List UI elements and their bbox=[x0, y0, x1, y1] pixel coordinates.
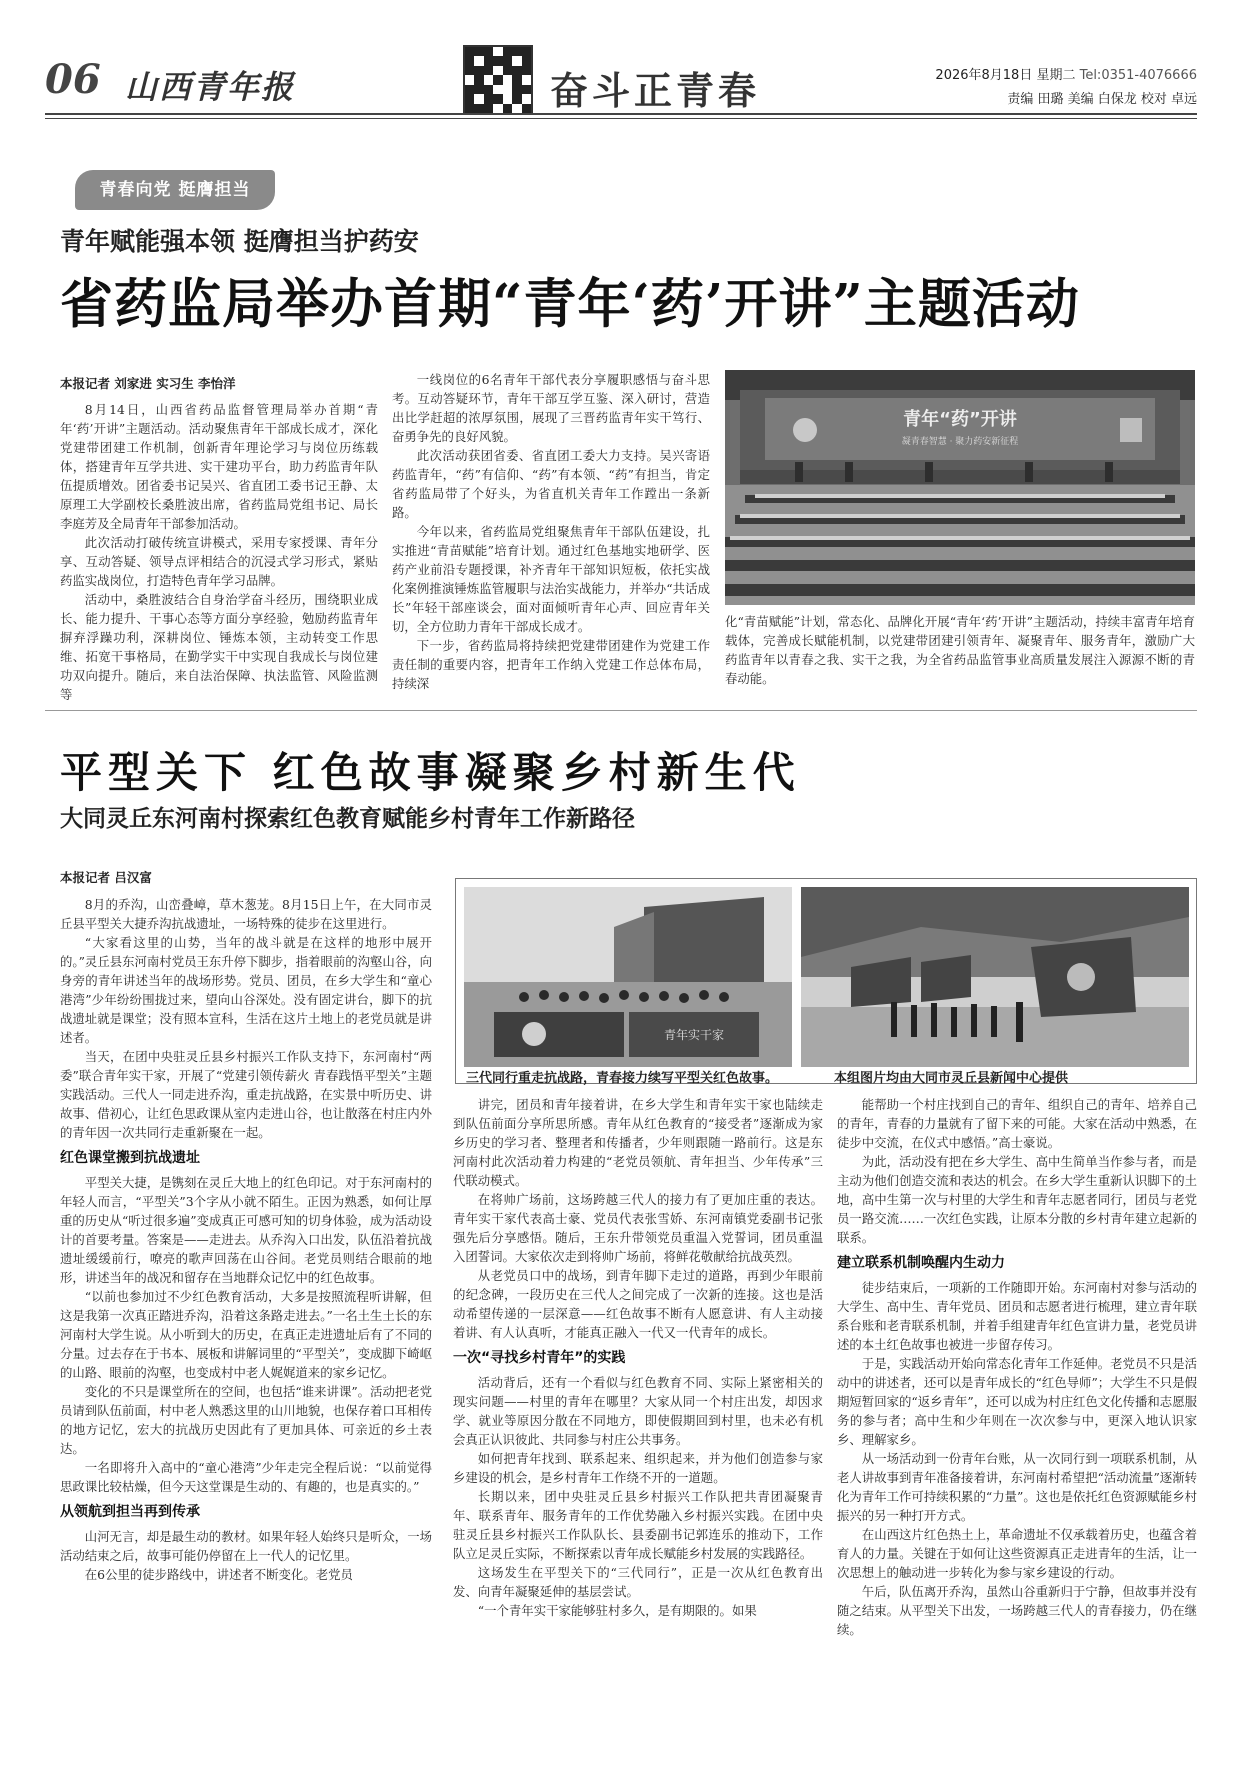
paragraph: 能帮助一个村庄找到自己的青年、组织自己的青年、培养自己的青年，青春的力量就有了留下来的可能。大家在活动中熟悉，在徒步中交流，在仪式中感悟。”高士豪说。 bbox=[837, 1097, 1197, 1150]
paragraph: 从老党员口中的战场，到青年脚下走过的道路，再到少年眼前的纪念碑，一段历史在三代人之间完成了一次新的连接。这也是活动希望传递的一层深意——红色故事不断有人愿意讲、有人主动接着讲、有人认真听，才能真正融入一代又一代青年的成长。 bbox=[453, 1268, 823, 1340]
story1-photo bbox=[725, 370, 1195, 605]
paragraph: 从一场活动到一份青年台账，从一次同行到一项联系机制，从老人讲故事到青年准备接着讲，东河南村希望把“活动流量”逐渐转化为青年工作可持续积累的“力量”。这也是依托红色资源赋能乡村振兴的另一种打开方式。 bbox=[837, 1451, 1197, 1523]
paragraph: 下一步，省药监局将持续把党建带团建作为党建工作责任制的重要内容，把青年工作纳入党建工作总体布局，持续深 bbox=[392, 638, 710, 691]
editors-line: 责编 田璐 美编 白保龙 校对 卓远 bbox=[1007, 92, 1197, 107]
section-heading: 建立联系机制唤醒内生动力 bbox=[837, 1255, 1005, 1271]
story1-headline: 省药监局举办首期“青年‘药’开讲”主题活动 bbox=[60, 273, 1080, 335]
story2-subtitle: 大同灵丘东河南村探索红色教育赋能乡村青年工作新路径 bbox=[60, 805, 635, 832]
paragraph: 这场发生在平型关下的“三代同行”，正是一次从红色教育出发、向青年凝聚延伸的基层尝试。 bbox=[453, 1565, 823, 1599]
column-badge: 青春向党 挺膺担当 bbox=[75, 170, 275, 210]
story2-byline: 本报记者 吕汉富 bbox=[60, 870, 152, 885]
issue-date-line bbox=[935, 64, 1197, 83]
paragraph: 此次活动打破传统宣讲模式，采用专家授课、青年分享、互动答疑、领导点评相结合的沉浸式学习形式，紧贴药监实战岗位，打造特色青年学习品牌。 bbox=[60, 535, 378, 588]
masthead bbox=[0, 0, 1242, 115]
paragraph: 今年以来，省药监局党组聚焦青年干部队伍建设，扎实推进“青苗赋能”培育计划。通过红色基地实地研学、医药产业前沿专题授课，补齐青年干部知识短板，依托实战化案例推演锤炼监管履职与法治实战能力，并举办“共话成长”年轻干部座谈会，面对面倾听青年心声、回应青年关切，全方位助力青年干部成长成才。 bbox=[392, 524, 710, 634]
stage-banner-subtitle: 凝青春智慧 · 聚力药安新征程 bbox=[901, 437, 1019, 447]
paragraph: 如何把青年找到、联系起来、组织起来，并为他们创造参与家乡建设的机会，是乡村青年工作绕不开的一道题。 bbox=[453, 1451, 823, 1485]
story2-photo-credit: 本组图片均由大同市灵丘县新闻中心提供 bbox=[834, 1071, 1069, 1086]
story1-photo-side-column: 化“青苗赋能”计划，常态化、品牌化开展“青年‘药’开讲”主题活动，持续丰富青年培育载体，完善成长赋能机制，以党建带团建引领青年、凝聚青年、服务青年，激励广大药监青年以青春之我、实干之我，为全省药品监管事业高质量发展注入源源不断的青春动能。 bbox=[725, 614, 1195, 686]
masthead-rule-thin bbox=[45, 118, 1197, 119]
story2-photo-frame bbox=[455, 878, 1197, 1084]
paragraph: 此次活动获团省委、省直团工委大力支持。吴兴寄语药监青年，“药”有信仰、“药”有本领、“药”有担当，肯定省药监局带了个好头，为省直机关青年工作蹚出一条新路。 bbox=[392, 448, 710, 520]
paragraph: 8月的乔沟，山峦叠嶂，草木葱茏。8月15日上午，在大同市灵丘县平型关大捷乔沟抗战遗址，一场特殊的徒步在这里进行。 bbox=[60, 897, 432, 931]
paragraph: 一名即将升入高中的“童心港湾”少年走完全程后说：“以前觉得思政课比较枯燥，但今天这堂课是生动的、有趣的，也是真实的。” bbox=[60, 1460, 432, 1494]
paragraph: “以前也参加过不少红色教育活动，大多是按照流程听讲解，但这是我第一次真正踏进乔沟，沿着这条路走进去。”一名土生土长的东河南村大学生说。从小听到大的历史，在真正走进遗址后有了不同的分量。过去存在于书本、展板和讲解词里的“平型关”，变成脚下崎岖的山路、眼前的沟壑，也变成村中老人娓娓道来的家乡记忆。 bbox=[60, 1289, 432, 1380]
paragraph: 在6公里的徒步路线中，讲述者不断变化。老党员 bbox=[84, 1567, 353, 1582]
paragraph: 午后，队伍离开乔沟，虽然山谷重新归于宁静，但故事并没有随之结束。从平型关下出发，一场跨越三代人的青春接力，仍在继续。 bbox=[837, 1584, 1197, 1637]
story2-headline: 平型关下 红色故事凝聚乡村新生代 bbox=[60, 748, 801, 797]
section-heading: 一次“寻找乡村青年”的实践 bbox=[453, 1350, 626, 1366]
paragraph: “大家看这里的山势，当年的战斗就是在这样的地形中展开的。”灵丘县东河南村党员王东升停下脚步，指着眼前的沟壑山谷，向身旁的青年讲述当年的战场形势。党员、团员，在乡大学生和“童心港湾”少年纷纷围拢过来，望向山谷深处。没有固定讲台，脚下的抗战遗址就是课堂；没有照本宣科，生活在这片土地上的老党员就是讲述者。 bbox=[60, 935, 432, 1045]
section-heading: 红色课堂搬到抗战遗址 bbox=[60, 1150, 200, 1166]
section-title: 奋斗正青春 bbox=[550, 68, 761, 113]
story1-column-2 bbox=[392, 370, 710, 690]
page-number: 06 bbox=[45, 56, 101, 103]
story1-byline: 本报记者 刘家进 实习生 李怡洋 bbox=[60, 376, 236, 391]
paragraph: 讲完，团员和青年接着讲，在乡大学生和青年实干家也陆续走到队伍前面分享所思所感。青年从红色教育的“接受者”逐渐成为家乡历史的学习者、整理者和传播者，少年则跟随一路前行。这是东河南村此次活动着力构建的“老党员领航、青年担当、少年传承”三代联动模式。 bbox=[453, 1097, 823, 1188]
paragraph: 为此，活动没有把在乡大学生、高中生简单当作参与者，而是主动为他们创造交流和表达的机会。在乡大学生重新认识脚下的土地，高中生第一次与村里的大学生和青年志愿者同行，团员与老党员一路交流……一次红色实践，让原本分散的乡村青年建立起新的联系。 bbox=[837, 1154, 1197, 1245]
story2-column-2 bbox=[453, 1095, 823, 1745]
masthead-rule bbox=[45, 113, 1197, 115]
story1-subtitle: 青年赋能强本领 挺膺担当护药安 bbox=[60, 227, 419, 256]
flag-march-photo-icon bbox=[801, 887, 1189, 1067]
paragraph: 活动背后，还有一个看似与红色教育不同、实际上紧密相关的现实问题——村里的青年在哪里？大家从同一个村庄出发，却因求学、就业等原因分散在不同地方，即使假期回到村里，也未必有机会真正认识彼此、共同参与村庄公共事务。 bbox=[453, 1375, 823, 1447]
qr-code-icon bbox=[463, 45, 533, 115]
story1-column-1 bbox=[60, 400, 378, 702]
paragraph: 一线岗位的6名青年干部代表分享履职感悟与奋斗思考。互动答疑环节，青年干部互学互鉴、深入研讨，营造出比学赶超的浓厚氛围，展现了三晋药监青年实干笃行、奋勇争先的良好风貌。 bbox=[392, 372, 710, 444]
auditorium-photo-icon bbox=[725, 370, 1195, 605]
story2-column-1 bbox=[60, 895, 432, 1745]
paragraph: “一个青年实干家能够驻村多久，是有期限的。如果 bbox=[477, 1603, 757, 1618]
paragraph: 当天，在团中央驻灵丘县乡村振兴工作队支持下，东河南村“两委”联合青年实干家，开展了“党建引领传薪火 青春践悟平型关”主题实践活动。三代人一同走进乔沟，重走抗战路，在实景中听历史、讲故事、借初心，让红色思政课从室内走进山谷，也让散落在村庄内外的青年因一次共同行走重新聚在一起。 bbox=[60, 1049, 432, 1140]
section-heading: 从领航到担当再到传承 bbox=[60, 1504, 200, 1520]
phone-number: Tel:0351-4076666 bbox=[1079, 68, 1197, 83]
group-photo-icon bbox=[464, 887, 792, 1067]
stage-banner-title: 青年“药”开讲 bbox=[903, 409, 1017, 430]
paragraph: 在将帅广场前，这场跨越三代人的接力有了更加庄重的表达。青年实干家代表高士豪、党员代表张雪娇、东河南镇党委副书记张强先后分享感悟。随后，王东升带领党员重温入党誓词，团员重温入团誓词。大家依次走到将帅广场前，将鲜花敬献给抗战英烈。 bbox=[453, 1192, 823, 1264]
paragraph: 平型关大捷，是镌刻在灵丘大地上的红色印记。对于东河南村的年轻人而言，“平型关”3个字从小就不陌生。正因为熟悉，如何让厚重的历史从“听过很多遍”变成真正可感可知的切身体验，成为活动设计的首要考量。答案是——走进去。从乔沟入口出发，队伍沿着抗战遗址缓缓前行，嘹亮的歌声回荡在山谷间。老党员则结合眼前的地形，讲述当年的战况和留存在当地群众记忆中的红色故事。 bbox=[60, 1175, 432, 1285]
story2-photo-caption: 三代同行重走抗战路，青春接力续写平型关红色故事。 bbox=[466, 1071, 779, 1086]
paper-name-logo: 山西青年报 bbox=[125, 68, 296, 106]
paragraph: 在山西这片红色热土上，革命遗址不仅承载着历史，也蕴含着育人的力量。关键在于如何让这些资源真正走进青年的生活，让一次思想上的触动进一步转化为参与家乡建设的行动。 bbox=[837, 1527, 1197, 1580]
group-photo-banner: 青年实干家 bbox=[663, 1028, 725, 1042]
paragraph: 徒步结束后，一项新的工作随即开始。东河南村对参与活动的大学生、高中生、青年党员、团员和志愿者进行梳理，建立青年联系台账和老青联系机制，并着手组建青年红色宣讲力量，老党员讲述的本土红色故事也被进一步留存传习。 bbox=[837, 1280, 1197, 1352]
issue-date: 2026年8月18日 星期二 bbox=[935, 68, 1076, 83]
paragraph: 长期以来，团中央驻灵丘县乡村振兴工作队把共青团凝聚青年、联系青年、服务青年的工作优势融入乡村振兴实践。在团中央驻灵丘县乡村振兴工作队队长、县委副书记郭连乐的推动下，工作队立足灵丘实际，不断探索以青年成长赋能乡村发展的实践路径。 bbox=[453, 1489, 823, 1561]
story-separator bbox=[45, 710, 1197, 711]
paragraph: 8月14日，山西省药品监督管理局举办首期“青年‘药’开讲”主题活动。活动聚焦青年干部成长成才，深化党建带团建工作机制，创新青年理论学习与岗位历练载体，搭建青年互学共进、实干建功平台，助力药监青年队伍提质增效。团省委书记吴兴、省直团工委书记王静、太原理工大学副校长桑胜波出席，省药监局党组书记、局长李庭芳及全局青年干部参加活动。 bbox=[60, 402, 378, 531]
paragraph: 活动中，桑胜波结合自身治学奋斗经历，围绕职业成长、能力提升、干事心态等方面分享经验，勉励药监青年摒弃浮躁功利，深耕岗位、锤炼本领，主动转变工作思维、拓宽干事格局，在勤学实干中实现自我成长与岗位建功双向提升。随后，来自法治保障、执法监管、风险监测等 bbox=[60, 592, 378, 702]
story2-column-3 bbox=[837, 1095, 1197, 1745]
paragraph: 变化的不只是课堂所在的空间，也包括“谁来讲课”。活动把老党员请到队伍前面，村中老人熟悉这里的山川地貌，也保存着口耳相传的地方记忆，宏大的抗战历史因此有了更加具体、可亲近的乡土表达。 bbox=[60, 1384, 433, 1456]
paragraph: 山河无言，却是最生动的教材。如果年轻人始终只是听众，一场活动结束之后，故事可能仍停留在上一代人的记忆里。 bbox=[60, 1529, 432, 1563]
paragraph: 于是，实践活动开始向常态化青年工作延伸。老党员不只是活动中的讲述者，还可以是青年成长的“红色导师”；大学生不只是假期短暂回家的“返乡青年”，还可以成为村庄红色文化传播和志愿服务的参与者；高中生和少年则在一次次参与中，更深入地认识家乡、理解家乡。 bbox=[837, 1356, 1197, 1447]
